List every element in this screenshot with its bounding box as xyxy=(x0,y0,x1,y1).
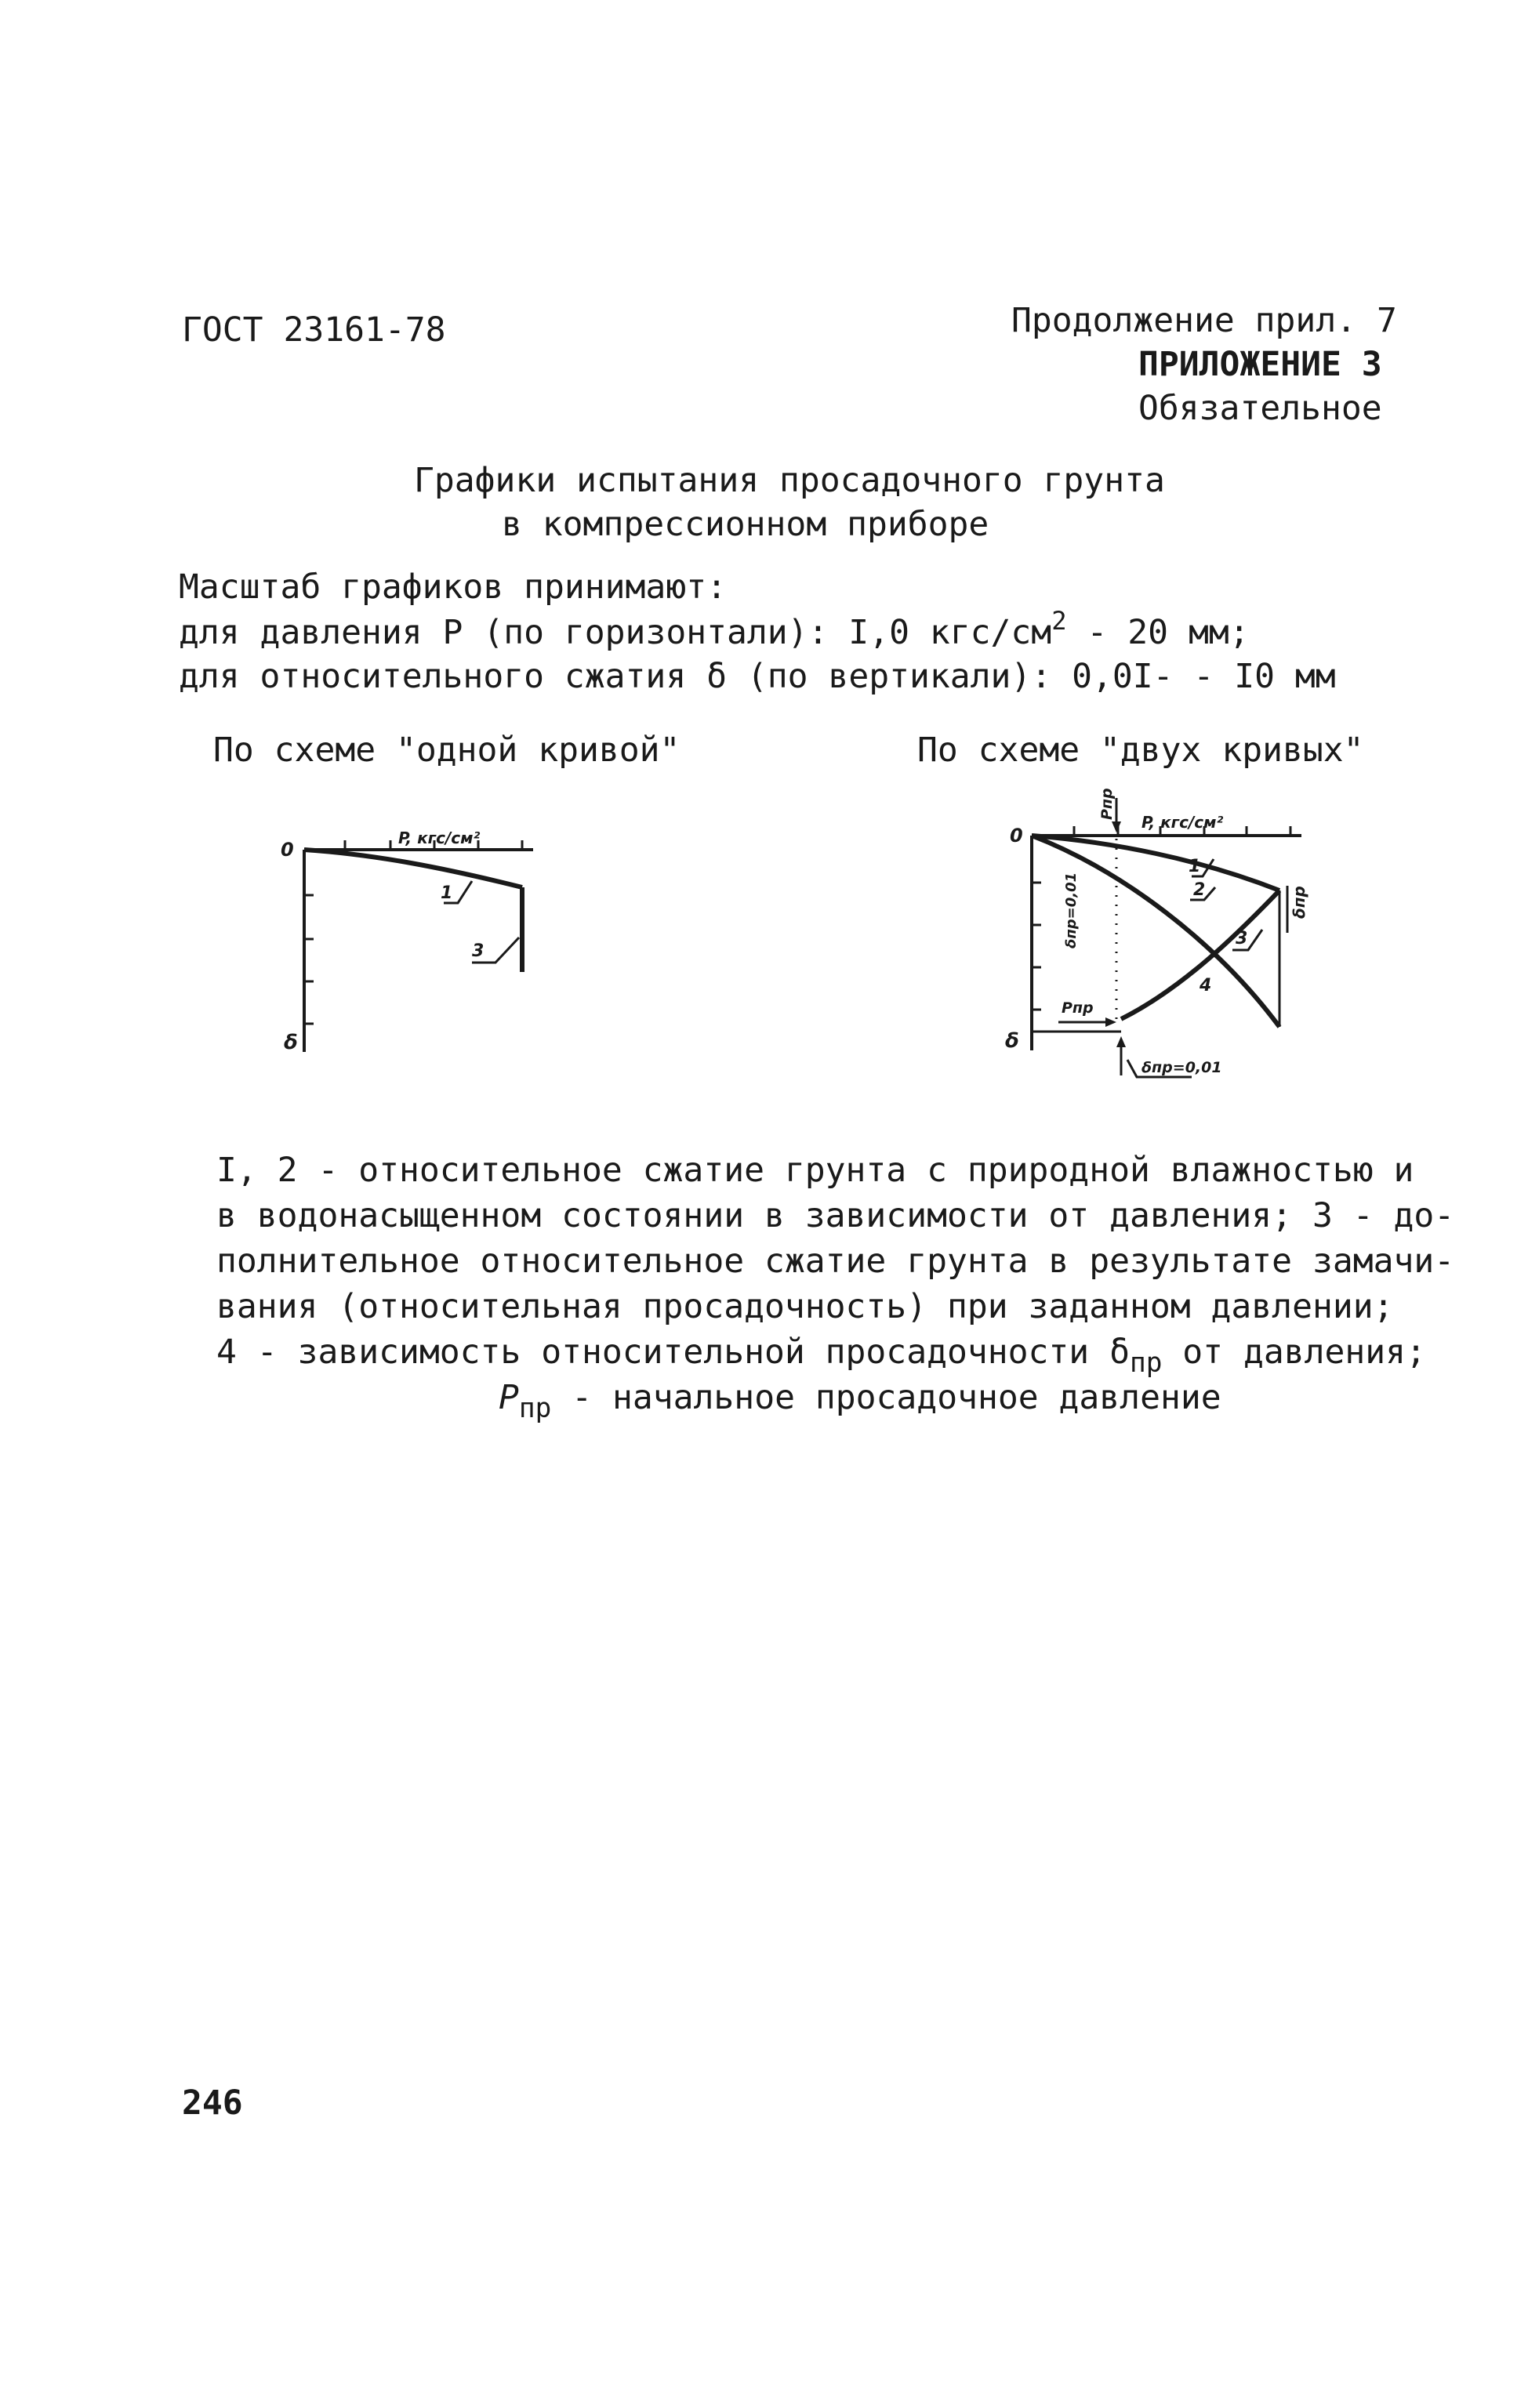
double-curve-label-3: 3 xyxy=(1236,929,1248,948)
page-number: 246 xyxy=(182,2083,243,2123)
double-bottom-dim-arrowhead xyxy=(1116,1036,1126,1047)
double-ppr-left-arrowhead xyxy=(1105,1017,1116,1027)
legend-line-6-sub: пр xyxy=(518,1393,552,1424)
appendix-label: ПРИЛОЖЕНИЕ 3 xyxy=(1138,345,1382,384)
scale-pressure-suffix: - 20 мм; xyxy=(1066,613,1250,652)
continuation-note: Продолжение прил. 7 xyxy=(1011,301,1397,340)
scale-pressure xyxy=(179,606,1250,652)
single-delta-label: δ xyxy=(284,1031,298,1054)
double-delta-pr-eq-label: δпр=0,01 xyxy=(1063,872,1080,948)
title-line-1: Графики испытания просадочного грунта xyxy=(414,461,1165,500)
caption-two-curves: По схеме "двух кривых" xyxy=(917,731,1364,770)
legend-line-6 xyxy=(499,1378,1221,1424)
double-curve-label-1: 1 xyxy=(1189,857,1201,876)
single-curve-label-1: 1 xyxy=(441,883,453,903)
legend-line-5-prefix: 4 - зависимость относительной просадочности xyxy=(216,1333,1110,1372)
double-delta-pr-right-label: δпр xyxy=(1290,886,1308,919)
double-ppr-top-label: Pпр xyxy=(1098,788,1116,820)
legend-line-1: I, 2 - относительное сжатие грунта с природной влажностью и xyxy=(216,1151,1414,1190)
scale-pressure-prefix: для давления Р (по горизонтали): I,0 кгс/см xyxy=(179,613,1052,652)
double-delta-label: δ xyxy=(1005,1029,1019,1053)
double-origin-label: 0 xyxy=(1010,825,1023,847)
single-curve-1 xyxy=(304,850,522,887)
legend-line-4: вания (относительная просадочность) при заданном давлении; xyxy=(216,1287,1394,1326)
legend-line-2: в водонасыщенном состоянии в зависимости от давления; 3 - до- xyxy=(216,1196,1455,1235)
standard-number: ГОСТ 23161-78 xyxy=(182,310,446,350)
title-line-2: в компрессионном приборе xyxy=(502,505,989,544)
double-delta-pr-bottom-label: δпр=0,01 xyxy=(1141,1059,1222,1076)
double-ppr-top-arrowhead xyxy=(1112,821,1121,832)
scale-pressure-sup: 2 xyxy=(1051,606,1067,636)
scale-compression-suffix: (по вертикали): 0,0I- - I0 мм xyxy=(726,657,1336,696)
legend-line-3: полнительное относительное сжатие грунта в результате замачи- xyxy=(216,1242,1455,1281)
scale-compression-symbol: δ xyxy=(706,657,727,696)
double-curve-label-2: 2 xyxy=(1193,880,1206,900)
legend-line-5-suffix: от давления; xyxy=(1162,1333,1426,1372)
scale-compression xyxy=(179,657,1336,696)
legend-line-5 xyxy=(216,1333,1426,1379)
caption-single-curve: По схеме "одной кривой" xyxy=(213,731,681,770)
legend-line-6-suffix: - начальное просадочное давление xyxy=(551,1378,1221,1417)
double-ppr-left-label: Pпр xyxy=(1062,999,1094,1017)
legend-line-5-symbol: δ xyxy=(1109,1333,1130,1372)
legend-line-5-sub: пр xyxy=(1129,1347,1163,1379)
diagram-single-curve xyxy=(267,800,549,1066)
double-p-axis-label: P, кгс/см² xyxy=(1141,813,1224,832)
legend-line-6-symbol: P xyxy=(499,1378,519,1417)
single-p-axis-label: P, кгс/см² xyxy=(398,829,481,847)
scale-intro: Масштаб графиков принимают: xyxy=(179,568,727,607)
double-curve-label-4: 4 xyxy=(1200,976,1212,995)
single-curve-label-3: 3 xyxy=(472,941,485,961)
single-origin-label: 0 xyxy=(281,839,294,861)
appendix-status: Обязательное xyxy=(1138,389,1382,428)
diagram-two-curves xyxy=(1004,784,1333,1097)
scale-compression-prefix: для относительного сжатия xyxy=(179,657,707,696)
